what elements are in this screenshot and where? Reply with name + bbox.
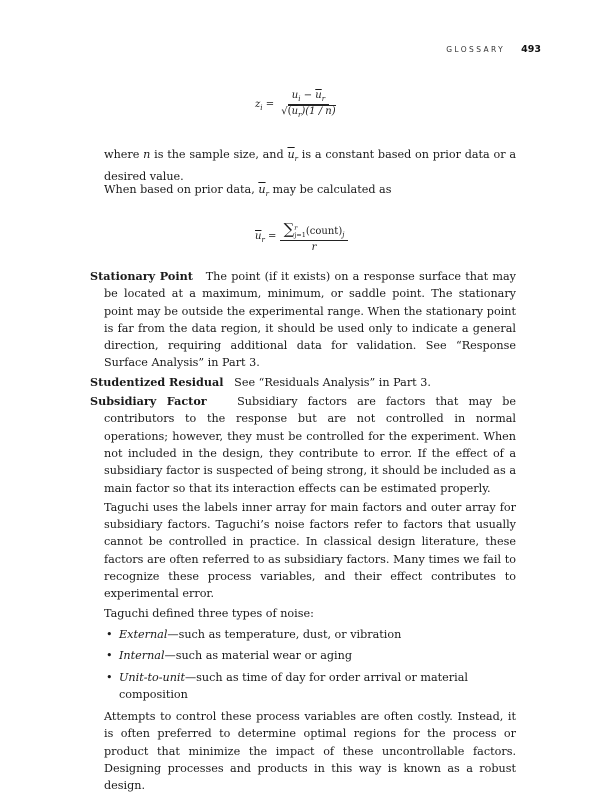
- paragraph-prior-data: When based on prior data, $\overline{u}_r$ may be calculated as: [104, 183, 392, 199]
- list-item: • Unit-to-unit—such as time of day for order arrival or material composition: [106, 669, 516, 704]
- glossary-entry-studentized-residual: [90, 374, 516, 391]
- equation-z-statistic: $z_i$ = $\frac{u_i - \overline{u}_r}{√(\overline{u}_r)(1 / n)}$: [255, 90, 340, 119]
- definition: Subsidiary factors are factors that may be contributors to the response but are not controlled in normal operations; however, they must be controlled for the experiment. When not included in the design, they contribute to error. If the effect of a subsidiary factor is suspected of being strong, it should be included as a main factor so that its interaction effects can be estimated properly.: [104, 395, 516, 495]
- list-item: • Internal—such as material wear or aging: [106, 647, 516, 664]
- definition: The point (if it exists) on a response surface that may be located at a maximum, minimum, or saddle point. The stationary point may be outside the experimental range. When the stationary point is far from the data region, it should be used only to indicate a general direction, requiring additional data for validation. See “Response Surface Analysis” in Part 3.: [104, 270, 517, 370]
- glossary-entry-subsidiary-factor: [90, 393, 516, 497]
- running-head: [90, 44, 541, 58]
- eq1-denominator: $√(\overline{u}_r)(1 / n)$: [281, 106, 336, 119]
- equation-u-bar: $\overline{u}_r$ = ∑ r j=1 $(count)_j$ r: [255, 220, 348, 253]
- term: Stationary Point: [90, 269, 193, 283]
- paragraph-robust-design: Attempts to control these process variables are often costly. Instead, it is often preferred to determine optimal regions for the process or product that minimize the impact of these uncontrollable factors. Designing processes and products in this way is known as a robust design.: [104, 710, 516, 793]
- eq1-numerator: $u_i - \overline{u}_r$: [288, 90, 329, 105]
- term: Subsidiary Factor: [90, 394, 207, 409]
- page-number: 493: [521, 44, 541, 55]
- glossary-entry-stationary-point: [90, 268, 516, 372]
- term: Studentized Residual: [90, 374, 224, 389]
- eq1-lhs: $z_i$: [255, 99, 263, 112]
- definition: See “Residuals Analysis” in Part 3.: [234, 375, 431, 389]
- glossary-body: [90, 268, 516, 795]
- paragraph-taguchi-intro: Taguchi defined three types of noise:: [104, 606, 314, 620]
- eq2-numerator: ∑ r j=1 $(count)_j$: [280, 220, 349, 241]
- list-item: • External—such as temperature, dust, or vibration: [106, 626, 516, 643]
- eq2-denominator: r: [311, 242, 317, 253]
- paragraph-where: where n is the sample size, and $\overline{u}_r$ is a constant based on prior data or a desired value.: [104, 148, 516, 184]
- paragraph-taguchi-labels: Taguchi uses the labels inner array for main factors and outer array for subsidiary factors. Taguchi’s noise factors refer to factors that usually cannot be controlled in practice. In classical design literature, these factors are often referred to as subsidiary factors. Many times we fail to recognize these process variables, and their effect contributes to experimental error.: [104, 500, 516, 601]
- running-head-label: GLOSSARY: [446, 45, 506, 54]
- eq2-fraction: [280, 220, 349, 253]
- eq1-fraction: [277, 90, 339, 119]
- noise-types-list: [90, 626, 516, 703]
